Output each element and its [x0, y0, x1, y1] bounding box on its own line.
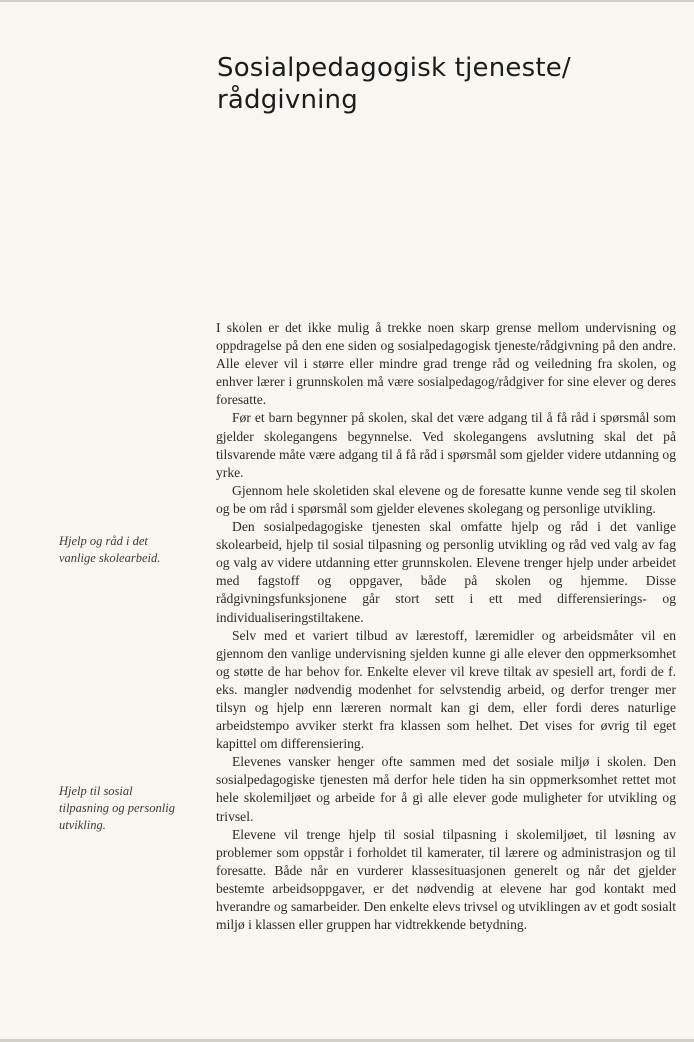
- title-line-2: rådgivning: [217, 85, 358, 115]
- margin-note-line: utvikling.: [59, 818, 106, 832]
- paragraph: Gjennom hele skoletiden skal elevene og de foresatte kunne vende seg til skolen og be om råd i spørsmål som gjelder elevenes skolegang og personlige utvikling.: [216, 482, 676, 516]
- page-top-edge: [0, 0, 694, 2]
- margin-note-line: Hjelp til sosial: [59, 784, 133, 798]
- paragraph: Selv med et variert tilbud av lærestoff, læremidler og arbeidsmåter vil en gjennom den vanlige undervisning sjelden kunne gi alle elever den oppmerksomhet og støtte de har behov for. Enkelte elever vil kreve tiltak av spesiell art, fordi de f. eks. mangler nødvendig modenhet for selvstendig arbeid, og derfor trenger mer tilsyn og hjelp enn læreren normalt kan gi dem, eller fordi deres naturlige arbeidstempo avviker sterkt fra klassen som helhet. Det vises for øvrig til eget kapittel om differensiering.: [216, 627, 676, 752]
- paragraph: Før et barn begynner på skolen, skal det være adgang til å få råd i spørsmål som gjelder skolegangens begynnelse. Ved skolegangens avslutning skal det på tilsvarende måte være adgang til å få råd i spørsmål som gjelder videre utdanning og yrke.: [216, 410, 676, 480]
- margin-note-sosial-tilpasning: [59, 783, 199, 834]
- paragraph: Den sosialpedagogiske tjenesten skal omfatte hjelp og råd i det vanlige skolearbeid, hjelp til sosial tilpasning og personlig utvikling og råd ved valg av fag og valg av videre utdanning etter grunnskolen. Elevene trenger hjelp under arbeidet med fagstoff og oppgaver, både på skolen og hjemme. Disse rådgivningsfunksjonene går stort sett i ett med differensierings- og individualiseringstiltakene.: [216, 519, 676, 625]
- margin-note-line: Hjelp og råd i det: [59, 534, 148, 548]
- margin-note-line: tilpasning og personlig: [59, 801, 175, 815]
- paragraph: I skolen er det ikke mulig å trekke noen skarp grense mellom undervisning og oppdragelse på den ene siden og sosialpedagogisk tjeneste/rådgivning på den andre. Alle elever vil i større eller mindre grad trenge råd og veiledning fra skolen, og enhver lærer i grunnskolen må være sosialpedagog/rådgiver for sine elever og deres foresatte.: [216, 320, 676, 408]
- paragraph: Elevene vil trenge hjelp til sosial tilpasning i skolemiljøet, til løsning av problemer som oppstår i forholdet til kamerater, til lærere og administrasjon og til foresatte. Både når en vurderer klassesituasjonen generelt og når det gjelder bestemte arbeidsoppgaver, er det nødvendig at elevene har god kontakt med hverandre og samarbeider. Den enkelte elevs trivsel og utviklingen av et godt sosialt miljø i klassen eller gruppen har vidtrekkende betydning.: [216, 826, 676, 933]
- title-line-1: Sosialpedagogisk tjeneste/: [217, 53, 571, 83]
- page-title: [217, 52, 637, 116]
- margin-note-skolearbeid: [59, 533, 199, 567]
- body-text: [216, 319, 676, 934]
- margin-note-line: vanlige skolearbeid.: [59, 551, 161, 565]
- paragraph: Elevenes vansker henger ofte sammen med det sosiale miljø i skolen. Den sosialpedagogiske tjenesten må derfor hele tiden ha sin oppmerksomhet rettet mot hele skolemiljøet og arbeide for å gi alle elever gode muligheter for utvikling og trivsel.: [216, 754, 676, 824]
